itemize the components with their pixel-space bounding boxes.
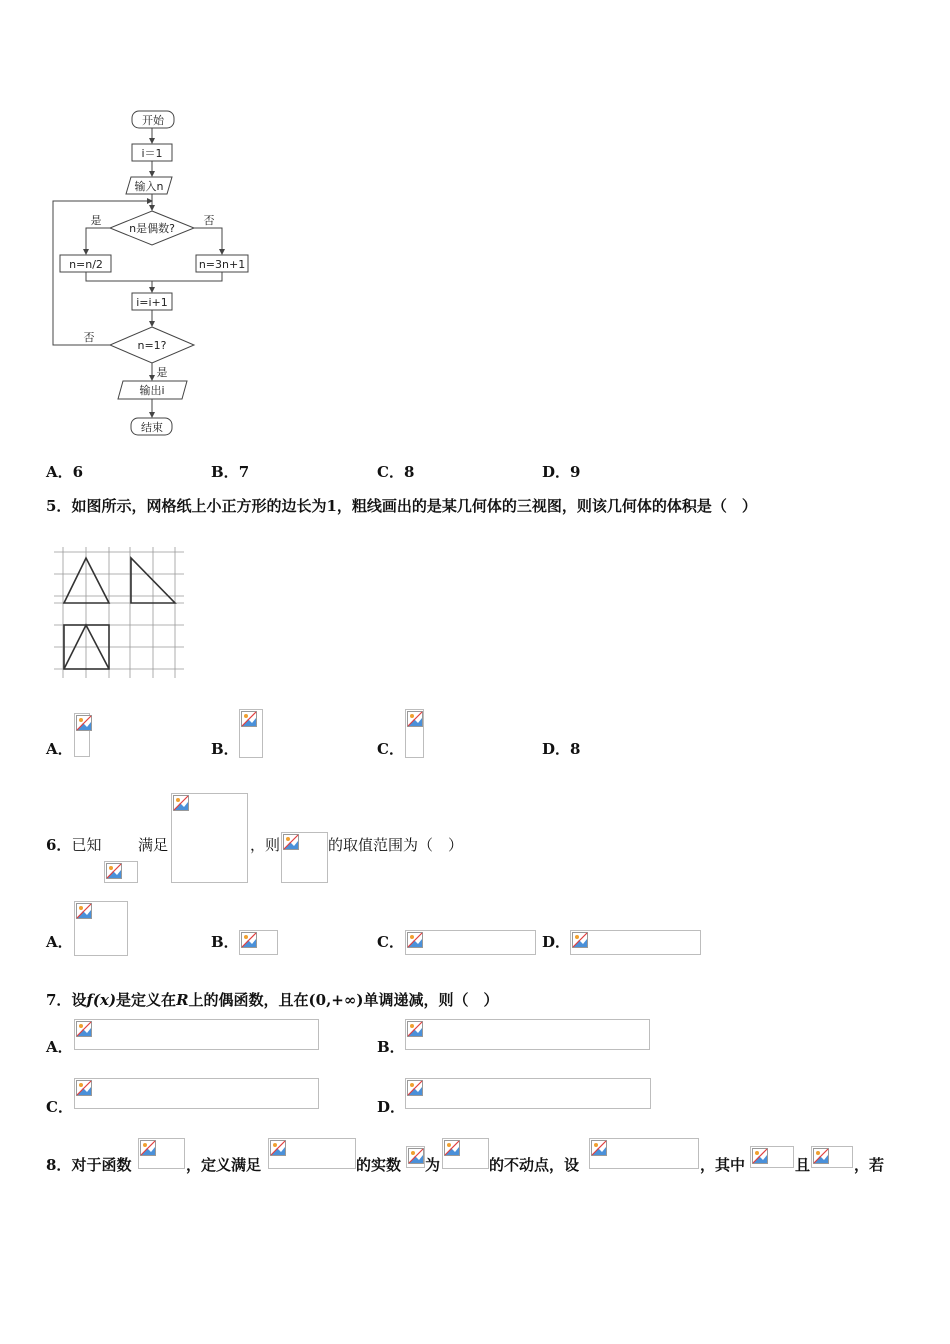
broken-image-icon (407, 711, 423, 727)
broken-image (239, 930, 278, 955)
option-value: 9 (570, 463, 581, 481)
broken-image-icon (283, 834, 299, 850)
q7-text-1: 设 (71, 991, 87, 1009)
flowchart-incr-label: i=i+1 (136, 296, 168, 309)
flowchart-cond1-label: n是偶数? (129, 222, 175, 235)
q5-option-d[interactable] (542, 738, 580, 759)
broken-image (750, 1146, 794, 1168)
q8-text-2: ，定义满足 (186, 1156, 262, 1174)
broken-image-icon (572, 932, 588, 948)
question-number: 7． (46, 991, 72, 1009)
flowchart-odd-label: n=3n+1 (198, 258, 246, 271)
q8-text-7: 且 (795, 1156, 811, 1174)
q8-text-6: ，其中 (700, 1156, 746, 1174)
question-number: 5． (46, 497, 72, 515)
broken-image-icon (444, 1140, 460, 1156)
broken-image (811, 1146, 853, 1168)
broken-image-icon (76, 1080, 92, 1096)
flowchart-end-label: 结束 (141, 421, 163, 434)
broken-image (171, 793, 248, 883)
option-value: 8 (403, 463, 415, 481)
broken-image-icon (408, 1148, 424, 1164)
broken-image (405, 1078, 651, 1109)
q7-text-2: 是定义在 (116, 991, 177, 1009)
broken-image-icon (76, 903, 92, 919)
q6-option-a[interactable]: A． (46, 933, 73, 951)
broken-image (570, 930, 701, 955)
broken-image-icon (173, 795, 189, 811)
q6-text-2: 满足 (138, 836, 169, 854)
option-letter: B． (211, 463, 239, 481)
broken-image (405, 1019, 650, 1050)
broken-image (442, 1138, 489, 1169)
broken-image (74, 1078, 319, 1109)
broken-image (589, 1138, 699, 1169)
broken-image-icon (591, 1140, 607, 1156)
flowchart-no2-label: 否 (83, 331, 95, 344)
broken-image-icon (407, 1021, 423, 1037)
option-value: 6 (72, 463, 84, 481)
broken-image-icon (407, 932, 423, 948)
q8-stem-start (46, 1154, 131, 1175)
broken-image (239, 709, 263, 758)
broken-image-icon (270, 1140, 286, 1156)
option-letter: C． (377, 463, 404, 481)
flowchart-cond2-label: n=1? (137, 339, 167, 352)
three-view-grid-figure (54, 546, 186, 680)
broken-image-icon (140, 1140, 156, 1156)
broken-image (138, 1138, 185, 1169)
q8-text-8: ，若 (854, 1156, 885, 1174)
q7-stem (46, 989, 498, 1010)
flowchart-yes1-label: 是 (90, 214, 102, 227)
broken-image (281, 832, 328, 883)
q8-text-5: 的不动点，设 (489, 1156, 580, 1174)
question-number: 8． (46, 1156, 72, 1174)
q6-option-b[interactable]: B． (211, 933, 239, 951)
option-value: 8 (570, 740, 581, 758)
broken-image (405, 930, 536, 955)
broken-image (74, 713, 90, 757)
function-fx: f(x) (86, 991, 117, 1009)
q7-option-b[interactable]: B． (377, 1038, 405, 1056)
question-text: 如图所示，网格纸上小正方形的边长为1，粗线画出的是某几何体的三视图，则该几何体的体积是（ ） (71, 497, 757, 515)
flowchart-init-label: i＝1 (141, 147, 163, 160)
q7-option-c[interactable]: C． (46, 1098, 73, 1116)
q6-text-3: ，则 (250, 836, 281, 854)
broken-image (406, 1146, 425, 1168)
q6-option-c[interactable]: C． (377, 933, 404, 951)
flowchart-even-label: n=n/2 (69, 258, 103, 271)
flowchart-output-label: 输出i (139, 384, 165, 397)
broken-image (268, 1138, 356, 1169)
q5-stem (46, 495, 757, 516)
question-number: 6． (46, 836, 72, 854)
q8-text-4: 为 (425, 1156, 441, 1174)
q7-option-d[interactable]: D． (377, 1098, 406, 1116)
q4-option-c[interactable] (377, 461, 414, 482)
broken-image-icon (106, 863, 122, 879)
q7-text-3: 上的偶函数，且在(0,+∞)单调递减，则（ ） (188, 991, 499, 1009)
broken-image-icon (407, 1080, 423, 1096)
q4-option-a[interactable] (46, 461, 83, 482)
option-letter: D． (542, 740, 571, 758)
q6-option-d[interactable]: D． (542, 933, 571, 951)
flowchart-yes2-label: 是 (156, 366, 168, 379)
broken-image-icon (241, 711, 257, 727)
flowchart (40, 100, 270, 445)
q6-text-1: 已知 (71, 836, 102, 854)
set-R: R (176, 991, 189, 1009)
q6-text-4: 的取值范围为（ ） (328, 836, 464, 854)
broken-image-icon (76, 715, 92, 731)
flowchart-input-label: 输入n (134, 180, 164, 193)
q8-text-1: 对于函数 (71, 1156, 132, 1174)
option-letter: D． (542, 463, 571, 481)
broken-image (104, 861, 138, 883)
broken-image-icon (76, 1021, 92, 1037)
broken-image (74, 901, 128, 956)
q5-option-b[interactable]: B． (211, 740, 239, 758)
q7-option-a[interactable]: A． (46, 1038, 73, 1056)
broken-image-icon (241, 932, 257, 948)
broken-image (74, 1019, 319, 1050)
broken-image (405, 709, 424, 758)
q4-option-b[interactable] (211, 461, 249, 482)
q6-stem (46, 834, 101, 855)
flowchart-no1-label: 否 (203, 214, 215, 227)
q5-option-c[interactable]: C． (377, 740, 404, 758)
flowchart-start-label: 开始 (142, 114, 164, 127)
option-letter: A． (46, 463, 73, 481)
q8-text-3: 的实数 (356, 1156, 402, 1174)
option-value: 7 (238, 463, 250, 481)
broken-image-icon (752, 1148, 768, 1164)
broken-image-icon (813, 1148, 829, 1164)
q4-option-d[interactable] (542, 461, 580, 482)
q5-option-a[interactable]: A． (46, 740, 73, 758)
